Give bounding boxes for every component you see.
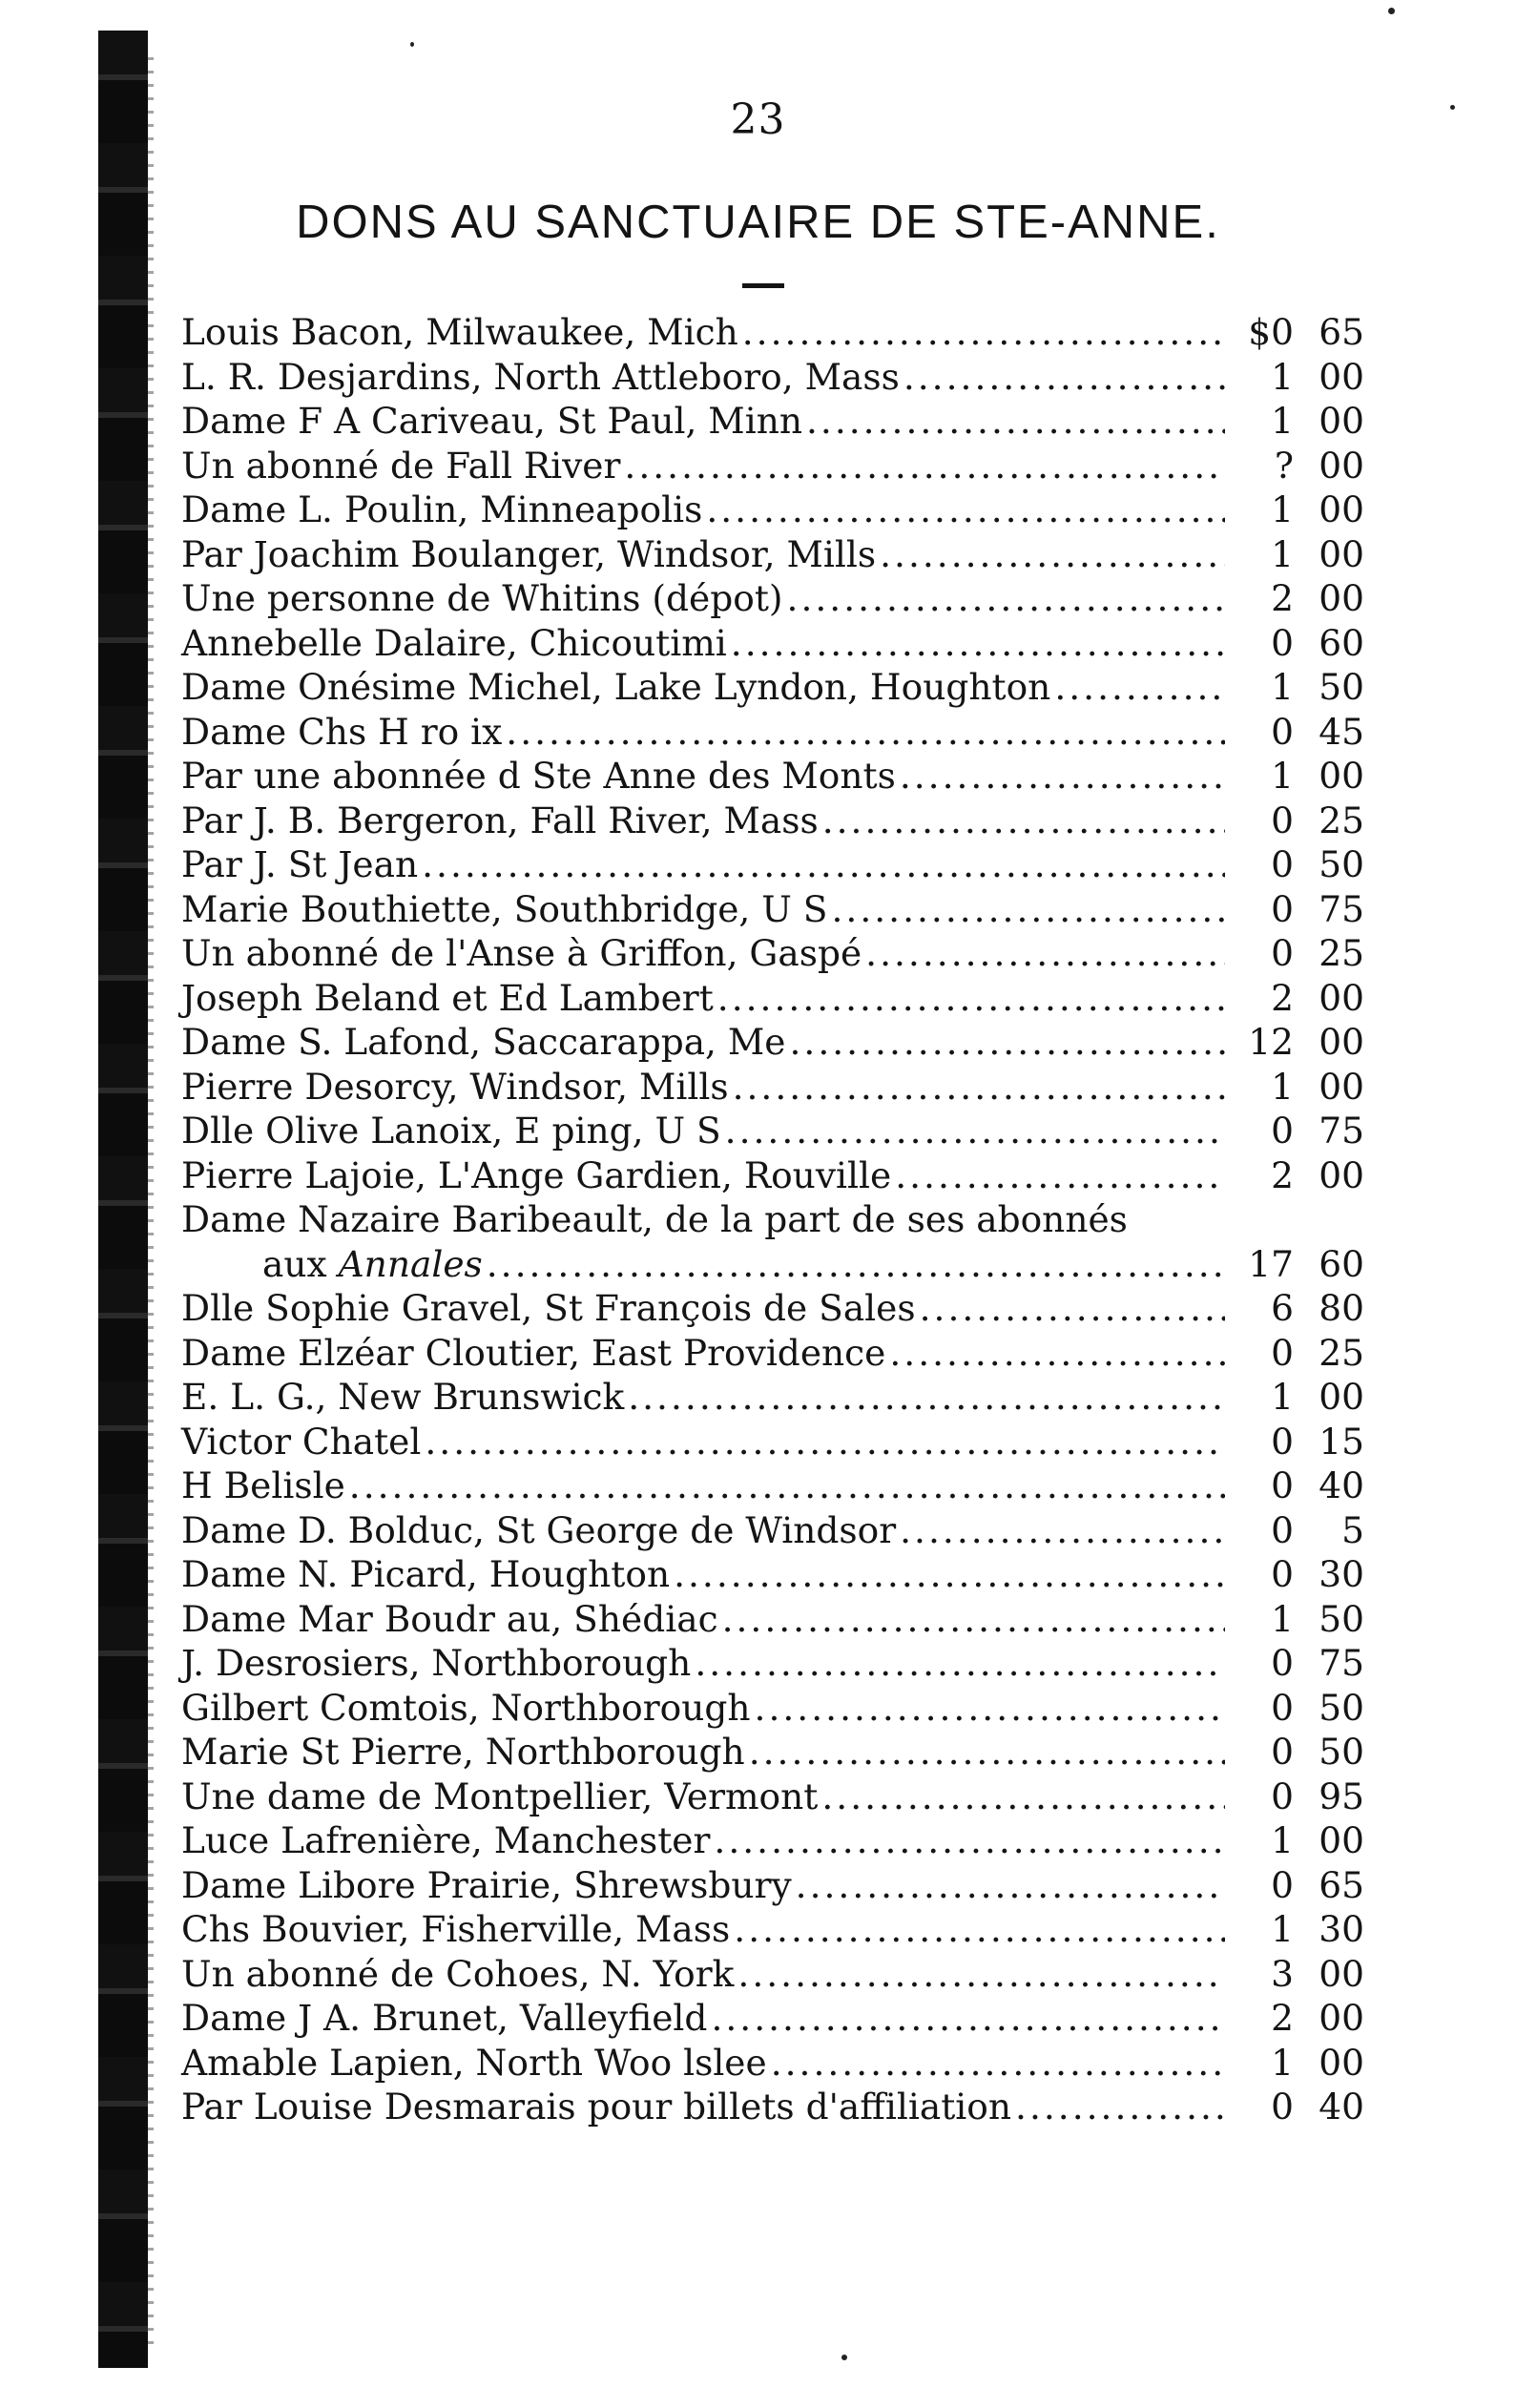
dot-leader [737,1952,1225,1997]
donation-amount [1231,1907,1364,1952]
donor-name: Dame D. Bolduc, St George de Windsor [181,1508,897,1551]
amount-dollars: 0 [1271,621,1294,664]
donation-amount [1231,799,1364,843]
donor-name: Dame N. Picard, Houghton [181,1553,671,1595]
dot-leader [889,1331,1225,1376]
donor-name: Par une abonnée d Ste Anne des Monts [181,755,896,797]
amount-cents: 25 [1319,799,1364,841]
donation-amount [1231,1818,1364,1863]
donor-name: Par J. B. Bergeron, Fall River, Mass [181,799,819,841]
dot-leader [725,1109,1225,1153]
donation-entry [181,488,1364,532]
donor-name: Gilbert Comtois, Northborough [181,1686,751,1729]
donor-name: Dame L. Poulin, Minneapolis [181,488,703,530]
donor-name: Un abonné de Fall River [181,444,621,487]
donation-entry [181,1818,1364,1863]
ink-speck [410,42,414,47]
amount-cents: 45 [1319,710,1364,753]
donor-name: Un abonné de Cohoes, N. York [181,1952,735,1995]
donor-name: Marie Bouthiette, Southbridge, U S [181,887,828,930]
donation-amount [1231,576,1364,621]
donation-amount [1231,621,1364,666]
dot-leader [487,1242,1225,1287]
dot-leader [865,931,1225,976]
amount-cents: 00 [1319,2041,1364,2084]
donation-entry [181,754,1364,799]
dot-leader [1054,665,1225,710]
amount-dollars: 0 [1271,1331,1294,1374]
amount-cents: 00 [1319,1819,1364,1861]
amount-dollars: 1 [1271,1065,1294,1108]
donation-entry [181,1552,1364,1597]
donation-amount [1231,444,1364,488]
donation-amount [1231,754,1364,799]
donation-entry [181,887,1364,932]
amount-dollars: 2 [1271,1153,1294,1196]
donation-amount [1231,1686,1364,1731]
donor-name: Une dame de Montpellier, Vermont [181,1775,819,1817]
amount-dollars: 1 [1271,2041,1294,2084]
amount-cents: 50 [1319,1686,1364,1729]
amount-dollars: $0 [1248,311,1294,353]
page-edge-fringe [148,57,154,2347]
amount-cents: 00 [1319,532,1364,575]
amount-cents: 00 [1319,577,1364,619]
donation-entry [181,399,1364,444]
dot-leader [733,1065,1225,1110]
donor-name: Victor Chatel [181,1420,422,1463]
dot-leader [749,1730,1225,1775]
amount-dollars: 0 [1271,1508,1294,1551]
donation-amount [1231,1641,1364,1686]
donation-amount [1231,1153,1364,1198]
donation-entry [181,532,1364,577]
amount-dollars: 1 [1271,355,1294,398]
donor-name: E. L. G., New Brunswick [181,1376,625,1418]
dot-leader [771,2041,1225,2086]
amount-cents: 00 [1319,1997,1364,2039]
amount-cents: 5 [1341,1508,1364,1551]
donor-name: J. Desrosiers, Northborough [181,1642,692,1684]
amount-dollars: 1 [1271,400,1294,442]
donation-entry [181,1463,1364,1508]
amount-dollars: 1 [1271,755,1294,797]
donation-amount [1231,710,1364,755]
donation-amount [1231,1775,1364,1819]
donor-name: Dlle Olive Lanoix, E ping, U S [181,1110,721,1152]
amount-cents: 95 [1319,1775,1364,1817]
donor-name: Dame Mar Boudr au, Shédiac [181,1597,718,1640]
amount-cents: 50 [1319,666,1364,708]
amount-dollars: ? [1274,444,1294,487]
amount-cents: 25 [1319,932,1364,974]
amount-cents: 40 [1319,2086,1364,2128]
amount-dollars: 0 [1271,1110,1294,1152]
amount-cents: 00 [1319,1376,1364,1418]
donor-name: Dame S. Lafond, Saccarappa, Me [181,1021,786,1063]
amount-cents: 15 [1319,1420,1364,1463]
amount-dollars: 1 [1271,532,1294,575]
dot-leader [731,621,1225,666]
donor-name-continuation [181,1242,483,1287]
donation-entry [181,2041,1364,2086]
donation-amount [1231,2085,1364,2129]
amount-dollars: 0 [1271,932,1294,974]
ink-speck [1450,105,1455,110]
amount-dollars: 0 [1271,2086,1294,2128]
donation-entry [181,976,1364,1021]
donor-name: Joseph Beland et Ed Lambert [181,976,714,1019]
donation-entry [181,1286,1364,1331]
donation-amount [1231,1109,1364,1153]
dot-leader [1015,2085,1225,2129]
amount-cents: 00 [1319,355,1364,398]
dot-leader [920,1286,1225,1331]
amount-dollars: 0 [1271,1642,1294,1684]
donation-entry [181,799,1364,843]
donation-entry [181,1730,1364,1775]
amount-cents: 65 [1319,311,1364,353]
donation-amount [1231,532,1364,577]
donation-amount [1231,887,1364,932]
dot-leader [624,444,1225,488]
donation-amount [1231,1863,1364,1908]
donor-name: Dame F A Cariveau, St Paul, Minn [181,400,802,442]
amount-dollars: 0 [1271,710,1294,753]
donation-entry [181,1375,1364,1420]
donation-entry [181,310,1364,355]
donation-amount [1231,1420,1364,1464]
dot-leader [674,1552,1225,1597]
donor-name: Dame Onésime Michel, Lake Lyndon, Houghton [181,666,1051,708]
donation-amount [1231,1375,1364,1420]
dot-leader [806,399,1225,444]
dot-leader [722,1597,1225,1642]
donation-amount [1231,1552,1364,1597]
donation-entry [181,710,1364,755]
amount-dollars: 0 [1271,1863,1294,1906]
donation-entry [181,1996,1364,2041]
binding-margin [0,0,38,2408]
page-title: DONS AU SANCTUAIRE DE STE-ANNE. [296,197,1220,248]
donor-name: Un abonné de l'Anse à Griffon, Gaspé [181,932,862,974]
amount-cents: 00 [1319,488,1364,530]
amount-dollars: 0 [1271,1553,1294,1595]
dot-leader [822,799,1225,843]
donation-amount [1231,842,1364,887]
donor-name: Par J. St Jean [181,843,419,885]
amount-dollars: 6 [1271,1287,1294,1329]
donation-amount [1231,399,1364,444]
donation-entry [181,842,1364,887]
donation-amount [1231,1065,1364,1110]
donation-entry [181,1863,1364,1908]
donor-name: Par Louise Desmarais pour billets d'affiliation [181,2086,1012,2128]
donation-entry [181,355,1364,400]
amount-dollars: 1 [1271,1597,1294,1640]
donation-entry [181,444,1364,488]
donation-amount [1231,1242,1364,1287]
amount-cents: 75 [1319,1110,1364,1152]
dot-leader [717,976,1225,1021]
dot-leader [695,1641,1225,1686]
donation-amount [1231,1996,1364,2041]
dot-leader [903,355,1225,400]
amount-dollars: 0 [1271,843,1294,885]
dot-leader [831,887,1225,932]
amount-cents: 00 [1319,1065,1364,1108]
amount-dollars: 2 [1271,577,1294,619]
dot-leader [506,710,1225,755]
donation-entry [181,2085,1364,2129]
dot-leader [787,576,1225,621]
donor-name: Dame Chs H ro ix [181,710,503,753]
dot-leader [742,310,1225,355]
dot-leader [790,1020,1226,1065]
amount-dollars: 1 [1271,1819,1294,1861]
donation-entry [181,1331,1364,1376]
dot-leader [714,1818,1225,1863]
donor-name: Par Joachim Boulanger, Windsor, Mills [181,532,877,575]
dot-leader [796,1863,1225,1908]
amount-cents: 40 [1319,1464,1364,1506]
donor-name: Dame Elzéar Cloutier, East Providence [181,1331,886,1374]
ink-speck [1388,8,1395,14]
donation-entry-multiline-second [181,1242,1364,1287]
donation-entry [181,1952,1364,1997]
amount-cents: 00 [1319,755,1364,797]
donor-name: L. R. Desjardins, North Attleboro, Mass [181,355,900,398]
amount-cents: 65 [1319,1863,1364,1906]
publication-title: Annales [338,1242,483,1285]
dot-leader [895,1153,1225,1198]
amount-cents: 00 [1319,976,1364,1019]
ink-speck [841,2355,847,2360]
donor-name: Dame J A. Brunet, Valleyfield [181,1997,708,2039]
donation-entry [181,931,1364,976]
donation-entry [181,1686,1364,1731]
amount-dollars: 3 [1271,1952,1294,1995]
donation-amount [1231,310,1364,355]
donor-name: Luce Lafrenière, Manchester [181,1819,711,1861]
amount-cents: 30 [1319,1908,1364,1950]
amount-cents: 30 [1319,1553,1364,1595]
amount-cents: 80 [1319,1287,1364,1329]
amount-dollars: 0 [1271,799,1294,841]
amount-dollars: 1 [1271,666,1294,708]
dot-leader [900,754,1225,799]
donation-entry [181,1597,1364,1642]
donation-amount [1231,1331,1364,1376]
donor-name: Louis Bacon, Milwaukee, Mich [181,311,738,353]
dot-leader [880,532,1225,577]
amount-cents: 25 [1319,1331,1364,1374]
donor-name: Marie St Pierre, Northborough [181,1731,745,1773]
dot-leader [821,1775,1225,1819]
dot-leader [706,488,1225,532]
amount-dollars: 2 [1271,1997,1294,2039]
amount-dollars: 0 [1271,1775,1294,1817]
amount-cents: 00 [1319,444,1364,487]
donation-entry [181,1065,1364,1110]
donation-entry [181,1775,1364,1819]
dot-leader [734,1907,1225,1952]
donation-entry [181,1420,1364,1464]
amount-cents: 00 [1319,1952,1364,1995]
donation-entry [181,576,1364,621]
dot-leader [628,1375,1225,1420]
donation-amount [1231,1508,1364,1553]
donor-name: Dame Nazaire Baribeault, de la part de ses abonnés [181,1198,1128,1240]
amount-cents: 60 [1319,1242,1364,1285]
donation-amount [1231,665,1364,710]
amount-cents: 60 [1319,621,1364,664]
donation-entry [181,1020,1364,1065]
amount-dollars: 1 [1271,488,1294,530]
amount-dollars: 17 [1248,1242,1294,1285]
donor-name: Annebelle Dalaire, Chicoutimi [181,621,727,664]
donation-amount [1231,1952,1364,1997]
amount-cents: 00 [1319,1153,1364,1196]
donation-amount [1231,931,1364,976]
donor-name: Dame Libore Prairie, Shrewsbury [181,1863,792,1906]
donor-name: Dlle Sophie Gravel, St François de Sales [181,1287,916,1329]
donation-amount [1231,1286,1364,1331]
amount-cents: 00 [1319,400,1364,442]
amount-cents: 75 [1319,887,1364,930]
donor-name: Une personne de Whitins (dépot) [181,577,783,619]
amount-cents: 75 [1319,1642,1364,1684]
donation-entry [181,665,1364,710]
donation-amount [1231,2041,1364,2086]
donation-amount [1231,488,1364,532]
donation-entry [181,1907,1364,1952]
donation-amount [1231,1463,1364,1508]
donation-amount [1231,1730,1364,1775]
amount-cents: 50 [1319,1597,1364,1640]
amount-cents: 50 [1319,843,1364,885]
amount-dollars: 1 [1271,1376,1294,1418]
donation-amount [1231,355,1364,400]
donation-entry [181,621,1364,666]
dot-leader [900,1508,1225,1553]
donation-entry-multiline-first [181,1197,1364,1242]
amount-dollars: 12 [1248,1021,1294,1063]
title-rule [742,283,784,288]
donor-name: Pierre Lajoie, L'Ange Gardien, Rouville [181,1153,892,1196]
donor-name: Pierre Desorcy, Windsor, Mills [181,1065,729,1108]
amount-cents: 50 [1319,1731,1364,1773]
donation-list [181,310,1364,2129]
continuation-prefix: aux [262,1242,327,1285]
donor-name: H Belisle [181,1464,345,1506]
amount-dollars: 0 [1271,1464,1294,1506]
donor-name: Amable Lapien, North Woo lslee [181,2041,767,2084]
dot-leader [755,1686,1225,1731]
amount-dollars: 2 [1271,976,1294,1019]
donation-amount [1231,1020,1364,1065]
page-number: 23 [730,95,786,144]
amount-dollars: 0 [1271,1731,1294,1773]
donation-entry [181,1153,1364,1198]
donation-entry [181,1109,1364,1153]
dot-leader [711,1996,1225,2041]
page-inner-edge-shadow [98,31,148,2368]
dot-leader [349,1463,1225,1508]
dot-leader [425,1420,1225,1464]
amount-cents: 00 [1319,1021,1364,1063]
donor-name: Chs Bouvier, Fisherville, Mass [181,1908,731,1950]
amount-dollars: 0 [1271,1420,1294,1463]
donation-entry [181,1508,1364,1553]
amount-dollars: 1 [1271,1908,1294,1950]
amount-dollars: 0 [1271,887,1294,930]
amount-dollars: 0 [1271,1686,1294,1729]
dot-leader [422,842,1225,887]
donation-amount [1231,976,1364,1021]
donation-entry [181,1641,1364,1686]
donation-amount [1231,1597,1364,1642]
